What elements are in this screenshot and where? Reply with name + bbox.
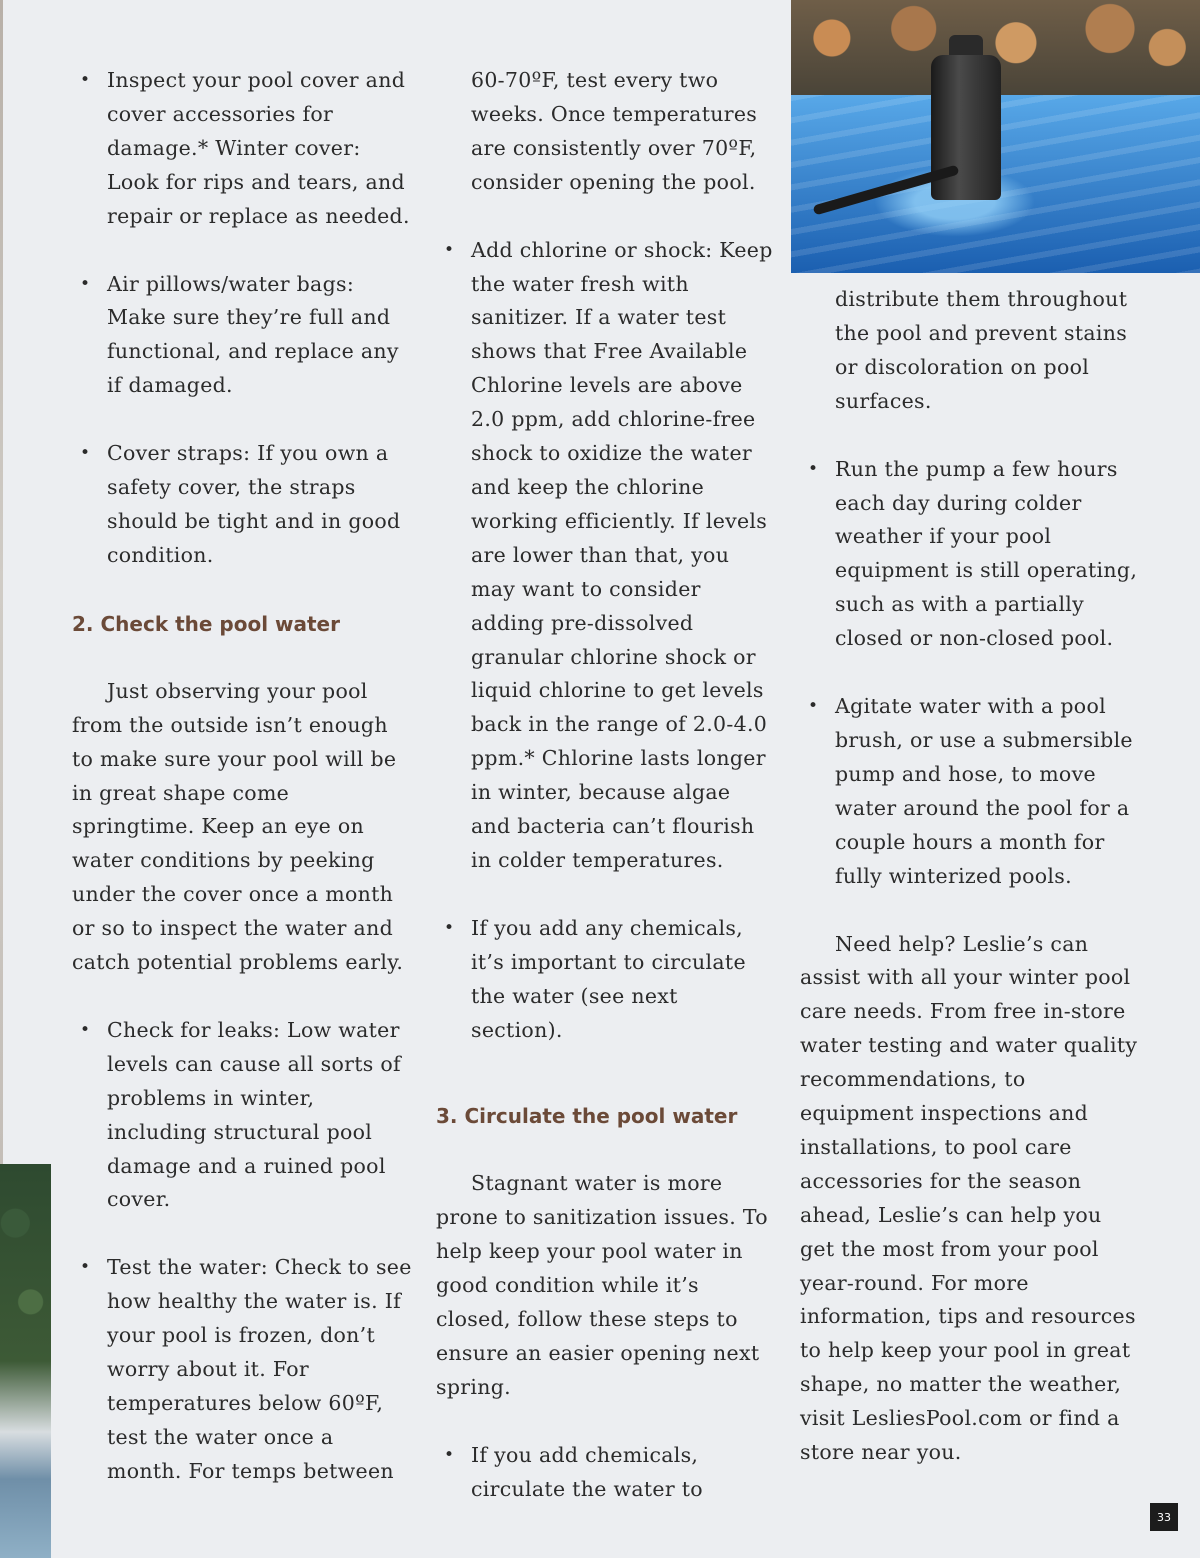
section-heading-check-water: 2. Check the pool water: [72, 611, 340, 636]
list-item: • If you add any chemicals, it’s important to circulate the water (see next section).: [436, 912, 776, 1048]
column-3: [800, 283, 1140, 1504]
list-item-continuation: 60-70ºF, test every two weeks. Once temperatures are consistently over 70ºF, consider opening the pool.: [471, 68, 758, 194]
help-paragraph: Need help? Leslie’s can assist with all your winter pool care needs. From free in-store water testing and water quality recommendations, to equipment inspections and installations, to pool care accessories for the season ahead, Leslie’s can help you get the most from your pool year-round. For more information, tips and resources to help keep your pool in great shape, no matter the weather, visit LesliesPool.com or find a store near you.: [800, 931, 1138, 1465]
cover-inspection-list: [72, 64, 412, 573]
list-item: • Check for leaks: Low water levels can cause all sorts of problems in winter, including structural pool damage and a ruined pool cover.: [72, 1014, 412, 1217]
list-item: • If you add chemicals, circulate the water to: [436, 1439, 776, 1507]
circulation-list-continued: [800, 283, 1140, 894]
list-item: • Inspect your pool cover and cover accessories for damage.* Winter cover: Look for rips and tears, and repair or replace as needed.: [72, 64, 412, 234]
list-item: • Run the pump a few hours each day during colder weather if your pool equipment is still operating, such as with a partially closed or non-closed pool.: [800, 453, 1140, 656]
section-heading-circulate-water: 3. Circulate the pool water: [436, 1104, 738, 1129]
list-item: • Test the water: Check to see how healthy the water is. If your pool is frozen, don’t worry about it. For temperatures below 60ºF, test the water once a month. For temps between: [72, 1251, 412, 1488]
left-edge-strip: [0, 0, 3, 1164]
column-2: [436, 64, 776, 1541]
water-check-list: [72, 1014, 412, 1489]
column-1: [72, 64, 412, 1523]
list-item-continuation: distribute them throughout the pool and prevent stains or discoloration on pool surfaces.: [835, 287, 1128, 413]
submersible-pump-photo: [791, 0, 1200, 273]
list-item: • Agitate water with a pool brush, or use a submersible pump and hose, to move water around the pool for a couple hours a month for fully winterized pools.: [800, 690, 1140, 893]
list-item: • Air pillows/water bags: Make sure they’re full and functional, and replace any if damaged.: [72, 268, 412, 404]
circulation-list: [436, 1439, 776, 1507]
covered-pool-photo: [0, 1164, 51, 1558]
list-item: • Add chlorine or shock: Keep the water fresh with sanitizer. If a water test shows that Free Available Chlorine levels are above 2.0 ppm, add chlorine-free shock to oxidize the water and keep the chlorine working efficiently. If levels are lower than that, you may want to consider adding pre-dissolved granular chlorine shock or liquid chlorine to get levels back in the range of 2.0-4.0 ppm.* Chlorine lasts longer in winter, because algae and bacteria can’t flourish in colder temperatures.: [436, 234, 776, 878]
body-paragraph: Stagnant water is more prone to sanitization issues. To help keep your pool water in good condition while it’s closed, follow these steps to ensure an easier opening next spring.: [436, 1171, 768, 1399]
continued-list: [436, 64, 776, 1047]
body-paragraph: Just observing your pool from the outside isn’t enough to make sure your pool will be in great shape come springtime. Keep an eye on water conditions by peeking under the cover once a month or so to inspect the water and catch potential problems early.: [72, 678, 404, 975]
list-item: • Cover straps: If you own a safety cover, the straps should be tight and in good condition.: [72, 437, 412, 573]
page-number: 33: [1150, 1503, 1178, 1531]
